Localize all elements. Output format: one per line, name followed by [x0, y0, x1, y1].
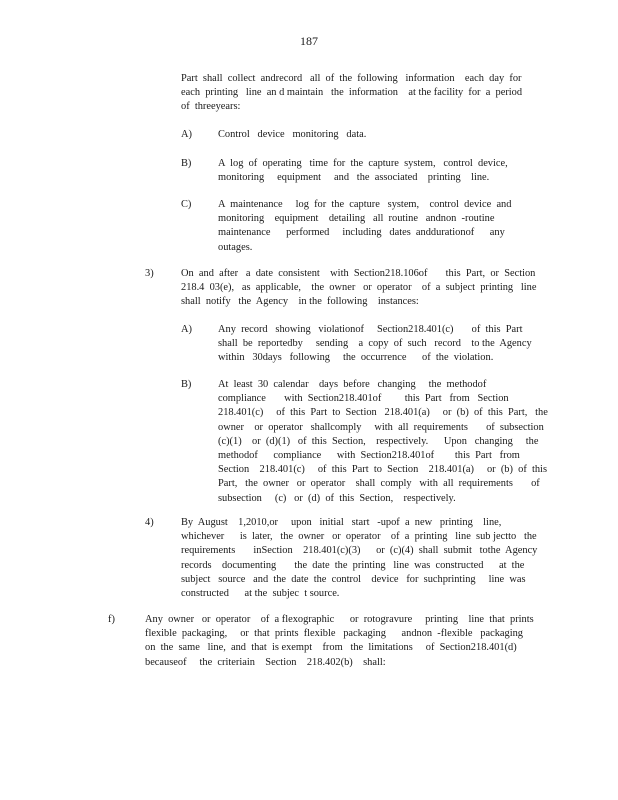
- list-item-line: requirements inSection 218.401(c)(3) or (c)(4) shall submit tothe Agency: [181, 545, 538, 557]
- intro-line: of threeyears:: [181, 101, 241, 113]
- list-item-line: Part, the owner or operator shall comply with all requirements of: [218, 478, 540, 490]
- list-item-line: 218.4 03(e), as applicable, the owner or operator of a subject printing line: [181, 282, 537, 294]
- list-item-line: on the same line, and that is exempt from the limitations of Section218.401(d): [145, 642, 517, 654]
- list-item-line: Any owner or operator of a flexographic or rotogravure printing line that prints: [145, 614, 534, 625]
- list-marker: 4): [145, 517, 154, 528]
- list-item-line: flexible packaging, or that prints flexible packaging andnon -flexible packaging: [145, 628, 523, 640]
- list-item-line: (c)(1) or (d)(1) of this Section, respectively. Upon changing the: [218, 435, 539, 447]
- list-item-line: At least 30 calendar days before changing the methodof: [218, 379, 487, 390]
- list-item-line: compliance with Section218.401of this Part from Section: [218, 393, 509, 405]
- list-item-line: 218.401(c) of this Part to Section 218.401(a) or (b) of this Part, the: [218, 407, 548, 419]
- list-item-line: outages.: [218, 241, 253, 253]
- list-marker: B): [181, 158, 192, 169]
- list-item-line: becauseof the criteriain Section 218.402(b) shall:: [145, 656, 386, 668]
- list-item-text: [218, 323, 532, 366]
- list-item-line: monitoring equipment detailing all routine andnon -routine: [218, 213, 495, 225]
- intro-line: Part shall collect andrecord all of the following information each day for: [181, 73, 522, 84]
- list-item-line: A log of operating time for the capture system, control device,: [218, 158, 508, 169]
- list-item-line: monitoring equipment and the associated printing line.: [218, 172, 490, 184]
- list-item-text: [145, 613, 534, 670]
- list-marker: A): [181, 324, 192, 335]
- list-item-line: Section 218.401(c) of this Part to Section 218.401(a) or (b) of this: [218, 464, 547, 476]
- list-item-text: [218, 128, 518, 142]
- page-number: 187: [300, 34, 318, 48]
- list-item-line: Control device monitoring data.: [218, 129, 367, 140]
- intro-line: each printing line an d maintain the information at the facility for a period: [181, 87, 523, 99]
- list-item-line: methodof compliance with Section218.401of this Part from: [218, 450, 520, 462]
- list-item-line: owner or operator shallcomply with all requirements of subsection: [218, 421, 544, 433]
- list-item-line: whichever is later, the owner or operator of a printing line sub jectto the: [181, 531, 537, 543]
- list-item-line: shall notify the Agency in the following instances:: [181, 296, 419, 308]
- list-item-text: [181, 267, 537, 310]
- list-marker: A): [181, 129, 192, 140]
- list-item-line: On and after a date consistent with Section218.106of this Part, or Section: [181, 268, 536, 279]
- list-item-line: By August 1,2010,or upon initial start -upof a new printing line,: [181, 517, 502, 528]
- list-item-text: [218, 198, 518, 255]
- list-item-line: maintenance performed including dates anddurationof any: [218, 227, 505, 239]
- list-item-line: Any record showing violationof Section218.401(c) of this Part: [218, 324, 523, 335]
- list-marker: 3): [145, 268, 154, 279]
- list-marker: C): [181, 199, 192, 210]
- intro-paragraph: [181, 72, 529, 115]
- list-item-text: [181, 516, 538, 601]
- list-item-line: within 30days following the occurrence of the violation.: [218, 352, 494, 364]
- list-item-line: records documenting the date the printing line was constructed at the: [181, 559, 525, 571]
- list-item-line: subject source and the date the control device for suchprinting line was: [181, 573, 526, 585]
- list-item-text: [218, 378, 548, 506]
- list-marker: f): [108, 614, 115, 625]
- list-item-line: subsection (c) or (d) of this Section, respectively.: [218, 492, 456, 504]
- list-item-line: A maintenance log for the capture system, control device and: [218, 199, 512, 210]
- list-item-line: shall be reportedby sending a copy of such record to the Agency: [218, 338, 532, 350]
- list-item-text: [218, 157, 518, 185]
- list-marker: B): [181, 379, 192, 390]
- list-item-line: constructed at the subjec t source.: [181, 588, 340, 600]
